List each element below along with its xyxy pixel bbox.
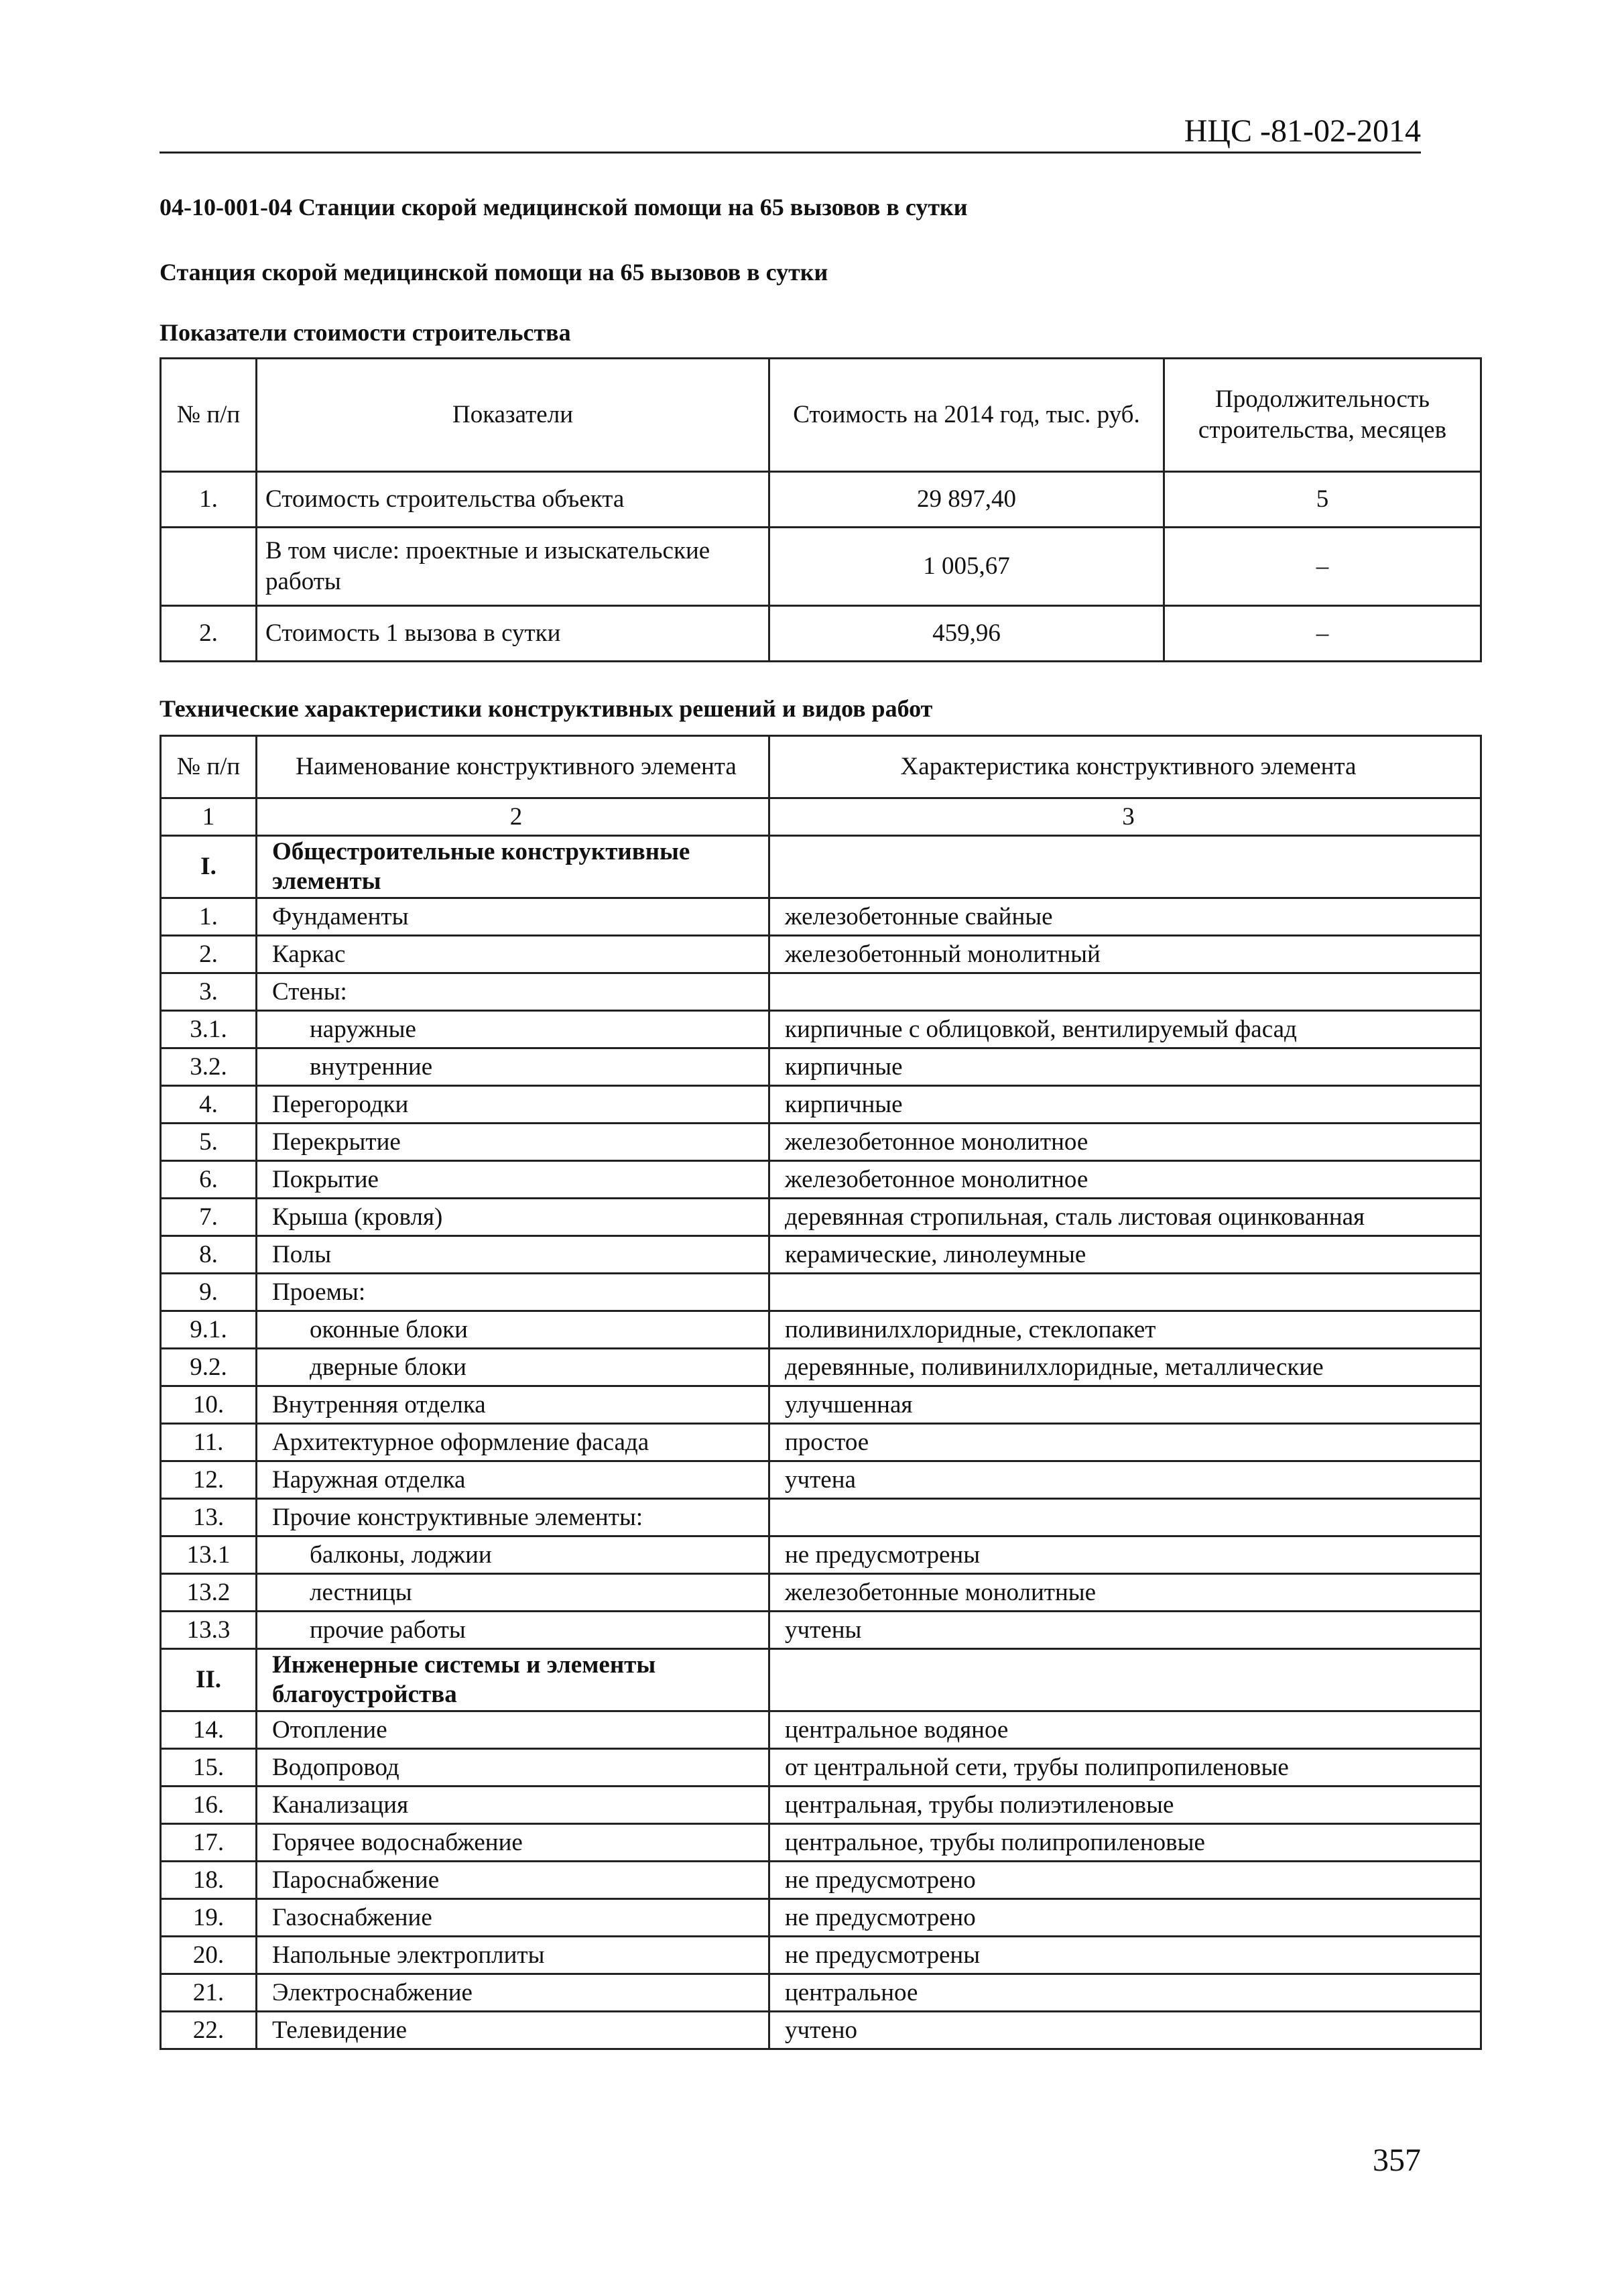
table-row [161, 1199, 1481, 1236]
element-characteristic: железобетонные монолитные [769, 1574, 1481, 1612]
table-header-row [161, 736, 1481, 798]
element-name: Канализация [257, 1787, 769, 1824]
table-row [161, 606, 1481, 662]
column-number: 1 [161, 798, 257, 836]
element-characteristic: простое [769, 1424, 1481, 1461]
element-name: Перекрытие [257, 1124, 769, 1161]
table-row [161, 1386, 1481, 1424]
document-subtitle: Станция скорой медицинской помощи на 65 вызовов в сутки [160, 259, 828, 286]
row-number: 22. [161, 2012, 257, 2049]
column-number-row [161, 798, 1481, 836]
row-number: 13.2 [161, 1574, 257, 1612]
document-code: НЦС -81-02-2014 [1184, 113, 1421, 149]
element-name: Отопление [257, 1711, 769, 1749]
element-characteristic: учтены [769, 1612, 1481, 1649]
element-characteristic: центральное водяное [769, 1711, 1481, 1749]
row-number [161, 528, 257, 606]
table-row [161, 1311, 1481, 1349]
row-number: 13. [161, 1499, 257, 1536]
table-row [161, 528, 1481, 606]
element-name: Архитектурное оформление фасада [257, 1424, 769, 1461]
element-characteristic: железобетонное монолитное [769, 1124, 1481, 1161]
table-row [161, 1161, 1481, 1199]
row-number: 2. [161, 606, 257, 662]
element-characteristic: учтено [769, 2012, 1481, 2049]
table-row [161, 1974, 1481, 2012]
element-characteristic: кирпичные [769, 1086, 1481, 1124]
duration-value: – [1164, 606, 1481, 662]
element-name: Напольные электроплиты [257, 1937, 769, 1974]
element-characteristic [769, 836, 1481, 898]
row-number: 17. [161, 1824, 257, 1862]
element-name: Горячее водоснабжение [257, 1824, 769, 1862]
row-number: 13.1 [161, 1536, 257, 1574]
cost-value: 1 005,67 [769, 528, 1164, 606]
duration-value: – [1164, 528, 1481, 606]
element-characteristic: не предусмотрены [769, 1937, 1481, 1974]
header-rule [160, 152, 1421, 154]
element-characteristic: от центральной сети, трубы полипропиленовые [769, 1749, 1481, 1787]
table-row [161, 1749, 1481, 1787]
column-header: Наименование конструктивного элемента [257, 736, 769, 798]
row-number: 9. [161, 1274, 257, 1311]
element-characteristic [769, 1499, 1481, 1536]
table-row [161, 1349, 1481, 1386]
element-characteristic [769, 1274, 1481, 1311]
document-title: 04-10-001-04 Станции скорой медицинской помощи на 65 вызовов в сутки [160, 194, 968, 221]
row-number: 3. [161, 973, 257, 1011]
table-row [161, 1824, 1481, 1862]
column-number: 3 [769, 798, 1481, 836]
element-name: Телевидение [257, 2012, 769, 2049]
element-characteristic [769, 973, 1481, 1011]
element-characteristic: железобетонные свайные [769, 898, 1481, 936]
element-name: Наружная отделка [257, 1461, 769, 1499]
table-row [161, 1236, 1481, 1274]
element-characteristic: деревянная стропильная, сталь листовая оцинкованная [769, 1199, 1481, 1236]
element-name: оконные блоки [257, 1311, 769, 1349]
cost-value: 459,96 [769, 606, 1164, 662]
table-row [161, 1899, 1481, 1937]
column-header: Продолжительность строительства, месяцев [1164, 359, 1481, 472]
row-number: 20. [161, 1937, 257, 1974]
indicator-name: Стоимость строительства объекта [257, 472, 769, 528]
element-name: Внутренняя отделка [257, 1386, 769, 1424]
element-name: прочие работы [257, 1612, 769, 1649]
table-row [161, 1011, 1481, 1048]
table-row [161, 1461, 1481, 1499]
table-row [161, 1274, 1481, 1311]
row-number: 6. [161, 1161, 257, 1199]
cost-section-heading: Показатели стоимости строительства [160, 319, 571, 346]
row-number: I. [161, 836, 257, 898]
element-characteristic: учтена [769, 1461, 1481, 1499]
element-name: дверные блоки [257, 1349, 769, 1386]
element-characteristic: керамические, линолеумные [769, 1236, 1481, 1274]
row-number: 1. [161, 472, 257, 528]
table-row [161, 472, 1481, 528]
element-characteristic: не предусмотрено [769, 1862, 1481, 1899]
row-number: 3.2. [161, 1048, 257, 1086]
element-name: Полы [257, 1236, 769, 1274]
row-number: 16. [161, 1787, 257, 1824]
row-number: 19. [161, 1899, 257, 1937]
element-name: Газоснабжение [257, 1899, 769, 1937]
element-name: Пароснабжение [257, 1862, 769, 1899]
row-number: 5. [161, 1124, 257, 1161]
table-row [161, 1787, 1481, 1824]
table-row [161, 936, 1481, 973]
table-row [161, 1048, 1481, 1086]
table-row [161, 2012, 1481, 2049]
element-name: Электроснабжение [257, 1974, 769, 2012]
row-number: 9.2. [161, 1349, 257, 1386]
column-header: Показатели [257, 359, 769, 472]
row-number: 18. [161, 1862, 257, 1899]
section-row [161, 1649, 1481, 1711]
element-characteristic: кирпичные с облицовкой, вентилируемый фасад [769, 1011, 1481, 1048]
row-number: 11. [161, 1424, 257, 1461]
indicator-name: Стоимость 1 вызова в сутки [257, 606, 769, 662]
element-characteristic: поливинилхлоридные, стеклопакет [769, 1311, 1481, 1349]
element-name: внутренние [257, 1048, 769, 1086]
row-number: 13.3 [161, 1612, 257, 1649]
element-name: лестницы [257, 1574, 769, 1612]
table-row [161, 898, 1481, 936]
table-row [161, 1574, 1481, 1612]
table-row [161, 1536, 1481, 1574]
element-characteristic: не предусмотрены [769, 1536, 1481, 1574]
tech-section-heading: Технические характеристики конструктивных решений и видов работ [160, 695, 933, 722]
duration-value: 5 [1164, 472, 1481, 528]
row-number: 3.1. [161, 1011, 257, 1048]
element-characteristic [769, 1649, 1481, 1711]
element-characteristic: деревянные, поливинилхлоридные, металлические [769, 1349, 1481, 1386]
table-row [161, 1124, 1481, 1161]
element-characteristic: железобетонное монолитное [769, 1161, 1481, 1199]
technical-characteristics-table [160, 735, 1482, 2050]
indicator-name: В том числе: проектные и изыскательские работы [257, 528, 769, 606]
table-header-row [161, 359, 1481, 472]
column-number: 2 [257, 798, 769, 836]
row-number: II. [161, 1649, 257, 1711]
table-row [161, 1937, 1481, 1974]
element-characteristic: не предусмотрено [769, 1899, 1481, 1937]
element-name: Водопровод [257, 1749, 769, 1787]
cost-value: 29 897,40 [769, 472, 1164, 528]
column-header: № п/п [161, 736, 257, 798]
element-name: Прочие конструктивные элементы: [257, 1499, 769, 1536]
table-row [161, 973, 1481, 1011]
row-number: 14. [161, 1711, 257, 1749]
column-header: Характеристика конструктивного элемента [769, 736, 1481, 798]
section-row [161, 836, 1481, 898]
element-characteristic: железобетонный монолитный [769, 936, 1481, 973]
element-name: Инженерные системы и элементы благоустройства [257, 1649, 769, 1711]
table-row [161, 1711, 1481, 1749]
table-row [161, 1424, 1481, 1461]
element-name: наружные [257, 1011, 769, 1048]
row-number: 8. [161, 1236, 257, 1274]
table-row [161, 1862, 1481, 1899]
column-header: № п/п [161, 359, 257, 472]
element-name: Каркас [257, 936, 769, 973]
table-row [161, 1499, 1481, 1536]
element-characteristic: центральное [769, 1974, 1481, 2012]
element-name: Перегородки [257, 1086, 769, 1124]
row-number: 9.1. [161, 1311, 257, 1349]
row-number: 1. [161, 898, 257, 936]
element-characteristic: кирпичные [769, 1048, 1481, 1086]
row-number: 15. [161, 1749, 257, 1787]
row-number: 12. [161, 1461, 257, 1499]
row-number: 7. [161, 1199, 257, 1236]
page-number: 357 [1373, 2142, 1421, 2178]
element-name: Проемы: [257, 1274, 769, 1311]
table-row [161, 1612, 1481, 1649]
element-characteristic: улучшенная [769, 1386, 1481, 1424]
element-name: Фундаменты [257, 898, 769, 936]
element-name: Покрытие [257, 1161, 769, 1199]
row-number: 2. [161, 936, 257, 973]
element-name: Крыша (кровля) [257, 1199, 769, 1236]
element-name: Стены: [257, 973, 769, 1011]
element-name: Общестроительные конструктивные элементы [257, 836, 769, 898]
cost-indicators-table [160, 357, 1482, 662]
element-characteristic: центральное, трубы полипропиленовые [769, 1824, 1481, 1862]
row-number: 21. [161, 1974, 257, 2012]
element-name: балконы, лоджии [257, 1536, 769, 1574]
row-number: 10. [161, 1386, 257, 1424]
table-row [161, 1086, 1481, 1124]
row-number: 4. [161, 1086, 257, 1124]
column-header: Стоимость на 2014 год, тыс. руб. [769, 359, 1164, 472]
element-characteristic: центральная, трубы полиэтиленовые [769, 1787, 1481, 1824]
